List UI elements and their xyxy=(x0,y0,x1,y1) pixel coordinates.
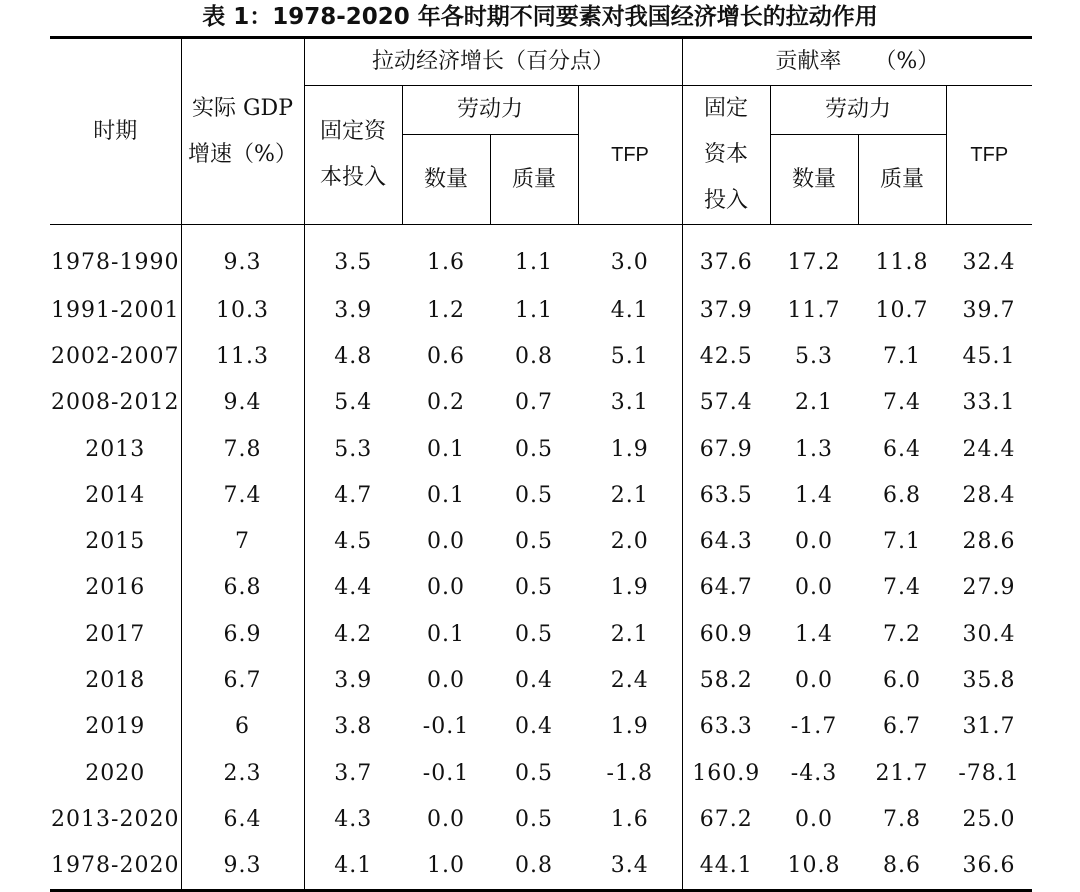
cell-pull-quantity: 0.0 xyxy=(427,529,465,555)
cell-pull-capital: 4.4 xyxy=(304,565,402,611)
cell-pull-quality: 0.7 xyxy=(515,390,553,416)
cell-contrib-tfp: 28.4 xyxy=(962,482,1016,508)
cell-pull-capital: 4.8 xyxy=(304,333,402,379)
cell-pull-tfp: 2.1 xyxy=(610,482,649,508)
cell-contrib-capital: 63.5 xyxy=(682,472,770,518)
cell-contrib-quality: 6.0 xyxy=(883,668,922,694)
table-row xyxy=(50,287,1032,333)
cell-contrib-quantity: 2.1 xyxy=(795,390,834,416)
table-row xyxy=(50,426,1032,472)
cell-period: 1991-2001 xyxy=(51,297,180,323)
cell-gdp: 6.9 xyxy=(181,611,304,657)
cell-period: 2019 xyxy=(85,714,146,740)
cell-pull-tfp: 2.1 xyxy=(610,621,649,647)
header-pull-quality: 质量 xyxy=(490,135,578,225)
cell-contrib-tfp: 33.1 xyxy=(962,390,1016,416)
cell-pull-capital: 3.8 xyxy=(304,704,402,750)
cell-pull-quantity: 1.2 xyxy=(427,297,465,323)
cell-pull-quality: 0.8 xyxy=(515,853,553,879)
growth-contribution-table xyxy=(50,36,1032,892)
cell-gdp: 7.4 xyxy=(181,472,304,518)
cell-period: 2008-2012 xyxy=(51,390,180,416)
cell-pull-capital: 3.7 xyxy=(304,750,402,796)
cell-pull-quality: 1.1 xyxy=(515,297,553,323)
header-pull-capital xyxy=(304,86,402,225)
table-body xyxy=(50,225,1032,891)
table-row xyxy=(50,750,1032,796)
cell-pull-quality: 0.5 xyxy=(515,621,553,647)
cell-contrib-quality: 7.4 xyxy=(883,575,922,601)
table-row xyxy=(50,796,1032,842)
cell-contrib-quality: 7.2 xyxy=(883,621,922,647)
cell-contrib-quantity: 11.7 xyxy=(787,297,841,323)
cell-gdp: 9.4 xyxy=(181,380,304,426)
cell-contrib-quality: 7.4 xyxy=(883,390,922,416)
cell-period: 2002-2007 xyxy=(51,343,180,369)
cell-pull-capital: 4.5 xyxy=(304,518,402,564)
cell-contrib-quantity: 1.4 xyxy=(795,621,834,647)
cell-contrib-quantity: 0.0 xyxy=(795,575,834,601)
cell-gdp: 6 xyxy=(181,704,304,750)
cell-contrib-quantity: -4.3 xyxy=(790,760,838,786)
cell-pull-tfp: 3.0 xyxy=(610,249,649,275)
table-row xyxy=(50,225,1032,288)
header-contrib-capital-line1: 固定 xyxy=(704,96,749,121)
cell-contrib-quantity: 5.3 xyxy=(795,343,834,369)
cell-pull-capital: 4.2 xyxy=(304,611,402,657)
cell-contrib-tfp: 24.4 xyxy=(962,436,1016,462)
cell-pull-tfp: 1.9 xyxy=(610,575,649,601)
cell-period: 2018 xyxy=(85,668,146,694)
cell-contrib-tfp: 25.0 xyxy=(962,806,1016,832)
header-contrib-capital-line2: 资本 xyxy=(704,142,749,167)
header-contrib-quality: 质量 xyxy=(858,135,946,225)
cell-gdp: 9.3 xyxy=(181,225,304,288)
cell-period: 2014 xyxy=(85,482,146,508)
cell-contrib-quantity: 10.8 xyxy=(787,853,841,879)
cell-pull-quantity: 1.6 xyxy=(427,249,465,275)
cell-contrib-quality: 6.4 xyxy=(883,436,922,462)
cell-contrib-tfp: 30.4 xyxy=(962,621,1016,647)
cell-contrib-quality: 21.7 xyxy=(875,760,929,786)
table-row xyxy=(50,565,1032,611)
cell-gdp: 2.3 xyxy=(181,750,304,796)
cell-contrib-capital: 44.1 xyxy=(682,843,770,891)
cell-pull-tfp: -1.8 xyxy=(606,760,653,786)
cell-contrib-quality: 10.7 xyxy=(875,297,929,323)
cell-pull-capital: 4.7 xyxy=(304,472,402,518)
cell-contrib-capital: 60.9 xyxy=(682,611,770,657)
cell-contrib-quality: 7.8 xyxy=(883,806,922,832)
cell-contrib-capital: 67.2 xyxy=(682,796,770,842)
cell-pull-tfp: 1.9 xyxy=(610,436,649,462)
header-contrib-group: 贡献率 （%） xyxy=(682,38,1032,86)
cell-contrib-quantity: 17.2 xyxy=(787,249,841,275)
cell-contrib-tfp: 28.6 xyxy=(962,529,1016,555)
header-gdp-line1: 实际 GDP xyxy=(191,95,293,121)
cell-gdp: 9.3 xyxy=(181,843,304,891)
cell-pull-quality: 0.5 xyxy=(515,529,553,555)
cell-period: 1978-1990 xyxy=(51,249,180,275)
cell-pull-capital: 4.3 xyxy=(304,796,402,842)
table-row xyxy=(50,611,1032,657)
cell-contrib-quantity: 0.0 xyxy=(795,529,834,555)
cell-pull-capital: 3.9 xyxy=(304,657,402,703)
cell-gdp: 7.8 xyxy=(181,426,304,472)
cell-pull-quantity: 0.1 xyxy=(427,482,465,508)
cell-pull-quality: 0.4 xyxy=(515,668,553,694)
cell-period: 2017 xyxy=(85,621,146,647)
cell-period: 2013 xyxy=(85,436,146,462)
cell-gdp: 7 xyxy=(181,518,304,564)
cell-pull-quality: 0.8 xyxy=(515,343,553,369)
cell-contrib-capital: 37.6 xyxy=(682,225,770,288)
table-row xyxy=(50,843,1032,891)
cell-contrib-capital: 63.3 xyxy=(682,704,770,750)
cell-contrib-tfp: 39.7 xyxy=(962,297,1016,323)
header-pull-capital-line1: 固定资 xyxy=(319,119,386,144)
table-header xyxy=(50,38,1032,225)
cell-pull-quality: 0.5 xyxy=(515,575,553,601)
cell-pull-quality: 0.5 xyxy=(515,482,553,508)
table-row xyxy=(50,380,1032,426)
cell-gdp: 6.7 xyxy=(181,657,304,703)
cell-pull-quality: 0.4 xyxy=(515,714,553,740)
header-contrib-quantity: 数量 xyxy=(770,135,858,225)
cell-contrib-capital: 37.9 xyxy=(682,287,770,333)
cell-contrib-quantity: 1.4 xyxy=(795,482,834,508)
header-gdp-line2: 增速（%） xyxy=(188,141,297,167)
cell-period: 1978-2020 xyxy=(51,853,180,879)
cell-period: 2020 xyxy=(85,760,146,786)
cell-contrib-tfp: 31.7 xyxy=(962,714,1016,740)
cell-contrib-quantity: 0.0 xyxy=(795,668,834,694)
cell-contrib-quantity: 1.3 xyxy=(795,436,834,462)
cell-pull-quality: 1.1 xyxy=(515,249,553,275)
header-contrib-labor: 劳动力 xyxy=(770,86,946,135)
cell-period: 2015 xyxy=(85,529,146,555)
cell-contrib-quality: 6.7 xyxy=(883,714,922,740)
header-pull-group: 拉动经济增长（百分点） xyxy=(304,38,682,86)
cell-contrib-capital: 58.2 xyxy=(682,657,770,703)
cell-pull-capital: 5.4 xyxy=(304,380,402,426)
table-row xyxy=(50,333,1032,379)
cell-contrib-tfp: 32.4 xyxy=(962,249,1016,275)
cell-contrib-tfp: 27.9 xyxy=(962,575,1016,601)
cell-contrib-capital: 64.3 xyxy=(682,518,770,564)
cell-pull-tfp: 1.6 xyxy=(610,806,649,832)
cell-pull-quantity: -0.1 xyxy=(422,760,470,786)
cell-pull-quantity: 0.0 xyxy=(427,668,465,694)
cell-contrib-quantity: -1.7 xyxy=(790,714,838,740)
cell-pull-capital: 3.5 xyxy=(304,225,402,288)
cell-contrib-quality: 8.6 xyxy=(883,853,922,879)
cell-contrib-quality: 6.8 xyxy=(883,482,922,508)
cell-contrib-tfp: 45.1 xyxy=(962,343,1016,369)
cell-contrib-quality: 7.1 xyxy=(883,529,922,555)
cell-pull-quantity: 1.0 xyxy=(427,853,465,879)
cell-gdp: 6.4 xyxy=(181,796,304,842)
data-table-container xyxy=(50,36,1032,892)
cell-pull-tfp: 5.1 xyxy=(610,343,649,369)
cell-gdp: 11.3 xyxy=(181,333,304,379)
cell-contrib-quality: 7.1 xyxy=(883,343,922,369)
cell-pull-quality: 0.5 xyxy=(515,806,553,832)
table-row xyxy=(50,704,1032,750)
cell-period: 2013-2020 xyxy=(51,806,180,832)
cell-pull-tfp: 3.4 xyxy=(610,853,649,879)
cell-contrib-capital: 67.9 xyxy=(682,426,770,472)
cell-pull-quantity: 0.1 xyxy=(427,621,465,647)
cell-pull-quantity: 0.0 xyxy=(427,575,465,601)
cell-contrib-capital: 42.5 xyxy=(682,333,770,379)
table-row xyxy=(50,657,1032,703)
cell-pull-quantity: -0.1 xyxy=(422,714,470,740)
cell-contrib-tfp: 36.6 xyxy=(962,853,1016,879)
header-pull-quantity: 数量 xyxy=(402,135,490,225)
cell-contrib-tfp: 35.8 xyxy=(962,668,1016,694)
table-title: 表 1：1978-2020 年各时期不同要素对我国经济增长的拉动作用 xyxy=(202,4,878,30)
header-pull-capital-line2: 本投入 xyxy=(319,165,386,190)
header-contrib-tfp: TFP xyxy=(946,86,1032,225)
cell-pull-capital: 5.3 xyxy=(304,426,402,472)
cell-pull-tfp: 1.9 xyxy=(610,714,649,740)
cell-contrib-capital: 57.4 xyxy=(682,380,770,426)
cell-period: 2016 xyxy=(85,575,146,601)
table-row xyxy=(50,472,1032,518)
cell-pull-quantity: 0.2 xyxy=(427,390,465,416)
header-pull-tfp: TFP xyxy=(578,86,682,225)
header-gdp xyxy=(181,38,304,225)
header-pull-labor: 劳动力 xyxy=(402,86,578,135)
cell-contrib-quantity: 0.0 xyxy=(795,806,834,832)
cell-pull-quality: 0.5 xyxy=(515,436,553,462)
cell-pull-quantity: 0.0 xyxy=(427,806,465,832)
cell-pull-capital: 3.9 xyxy=(304,287,402,333)
cell-pull-tfp: 2.4 xyxy=(610,668,649,694)
cell-pull-tfp: 3.1 xyxy=(610,390,649,416)
cell-contrib-quality: 11.8 xyxy=(875,249,929,275)
cell-contrib-tfp: -78.1 xyxy=(958,760,1020,786)
cell-contrib-capital: 64.7 xyxy=(682,565,770,611)
cell-pull-tfp: 4.1 xyxy=(610,297,649,323)
header-contrib-capital xyxy=(682,86,770,225)
cell-gdp: 10.3 xyxy=(181,287,304,333)
cell-pull-quantity: 0.6 xyxy=(427,343,465,369)
header-contrib-capital-line3: 投入 xyxy=(704,188,749,213)
cell-pull-quality: 0.5 xyxy=(515,760,553,786)
cell-gdp: 6.8 xyxy=(181,565,304,611)
table-row xyxy=(50,518,1032,564)
cell-pull-capital: 4.1 xyxy=(304,843,402,891)
header-period: 时期 xyxy=(50,38,181,225)
cell-pull-tfp: 2.0 xyxy=(610,529,649,555)
cell-contrib-capital: 160.9 xyxy=(682,750,770,796)
cell-pull-quantity: 0.1 xyxy=(427,436,465,462)
